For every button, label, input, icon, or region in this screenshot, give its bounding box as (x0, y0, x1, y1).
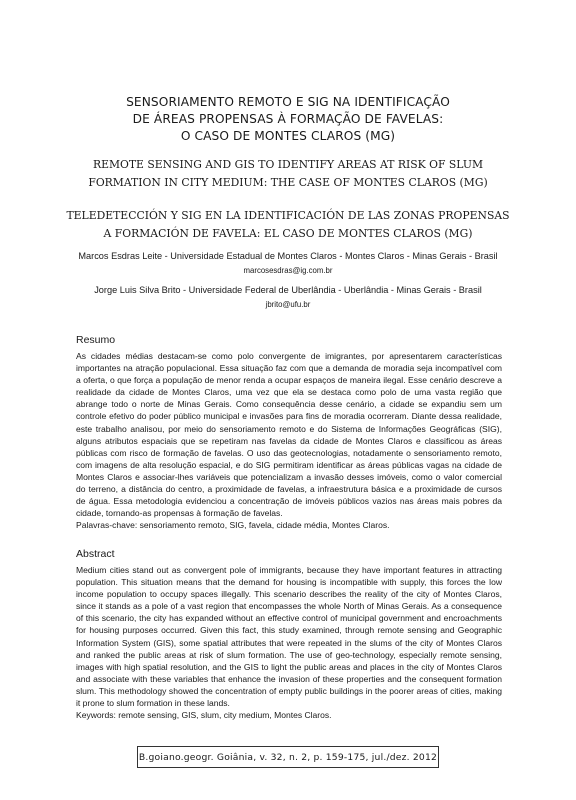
title-pt-line: SENSORIAMENTO REMOTO E SIG NA IDENTIFICAÇÃO (126, 95, 450, 109)
abstract-heading: Abstract (76, 548, 115, 560)
title-pt-line: O CASO DE MONTES CLAROS (MG) (180, 129, 396, 143)
title-es-line: TELEDETECCIÓN Y SIG EN LA IDENTIFICACIÓN DE LAS ZONAS PROPENSAS (66, 209, 510, 222)
author-affiliation: Marcos Esdras Leite - Universidade Estadual de Montes Claros - Montes Claros - Minas Gerais - Brasil (78, 251, 498, 261)
title-en-line: REMOTE SENSING AND GIS TO IDENTIFY AREAS AT RISK OF SLUM (92, 158, 484, 171)
abstract-section (76, 564, 502, 721)
title-en-line: FORMATION IN CITY MEDIUM: THE CASE OF MONTES CLAROS (MG) (88, 176, 488, 189)
title-es-line: A FORMACIÓN DE FAVELA: EL CASO DE MONTES CLAROS (MG) (103, 227, 473, 240)
title-portuguese (40, 94, 536, 145)
resumo-keywords: Palavras-chave: sensoriamento remoto, SIG, favela, cidade média, Montes Claros. (76, 520, 390, 531)
abstract-text: Medium cities stand out as convergent pole of immigrants, because they have important features in attracting population. This situation means that the demand for housing is incompatible with supply, this forces the low income population to occupy spaces illegally. This scenario describes the reality of the city of Montes Claros, since it stands as a pole of a vast region that encompasses the whole North of Minas Gerais. As a consequence of this scenario, the city has expanded without an effective control of municipal government and encroachments for housing purposes occurred. Given this fact, this study examined, through remote sensing and Geographic Information System (GIS), some spatial attributes that were repeated in the slums of the city of Montes Claros and ranked the public areas at risk of slum formation. The use of geo-technology, especially remote sensing, images with high spatial resolution, and the GIS to light the public areas and places in the city of Montes Claros and associate with these variables that enhance the invasion of these properties and the consequent formation slum. This methodology showed the concentration of empty public buildings in the poorer areas of cities, making it prone to slum formation in these lands. (76, 565, 502, 709)
author-affiliation: Jorge Luis Silva Brito - Universidade Federal de Uberlândia - Uberlândia - Minas Gerais - Brasil (94, 285, 482, 295)
title-english (40, 156, 536, 192)
resumo-heading: Resumo (76, 334, 116, 346)
journal-citation: B.goiano.geogr. Goiânia, v. 32, n. 2, p. 159-175, jul./dez. 2012 (138, 751, 438, 763)
title-pt-line: DE ÁREAS PROPENSAS À FORMAÇÃO DE FAVELAS: (132, 112, 444, 126)
resumo-text: As cidades médias destacam-se como polo convergente de imigrantes, por apresentarem características importantes na atração populacional. Essa situação faz com que a demanda de moradia seja incompatível com a oferta, o que força a população de menor renda a ocupar espaços de maneira ilegal. Esse cenário descreve a realidade da cidade de Montes Claros, uma vez que ela se destaca como polo de uma vasta região que abrange todo o norte de Minas Gerais. Como consequência desse cenário, a cidade se expandiu sem um controle efetivo do poder público municipal e invasões para fins de moradia ocorreram. Diante dessa realidade, este trabalho analisou, por meio do sensoriamento remoto e do Sistema de Informações Geográficas (SIG), alguns atributos espaciais que se repetiram nas favelas da cidade de Montes Claros e classificou as áreas públicas com risco de formação de favelas. O uso das geotecnologias, notadamente o sensoriamento remoto, com imagens de alta resolução espacial, e do SIG permitiram identificar as áreas públicas vagas na cidade de Montes Claros e associar-lhes variáveis que potencializam a invasão desses imóveis, como o valor comercial do terreno, a distância do centro, a proximidade de favelas, a infraestrutura básica e a proximidade de cursos de água. Essa metodologia evidenciou a concentração de imóveis públicos vazios nas áreas mais pobres da cidade, tornando-as propensas à formação de favelas. (76, 351, 502, 519)
abstract-keywords: Keywords: remote sensing, GIS, slum, city medium, Montes Claros. (76, 710, 332, 721)
resumo-section (76, 350, 502, 531)
journal-citation-footer (137, 746, 439, 768)
title-spanish (40, 207, 536, 243)
author-email[interactable]: jbrito@ufu.br (265, 300, 311, 309)
author-email[interactable]: marcosesdras@ig.com.br (243, 266, 333, 275)
